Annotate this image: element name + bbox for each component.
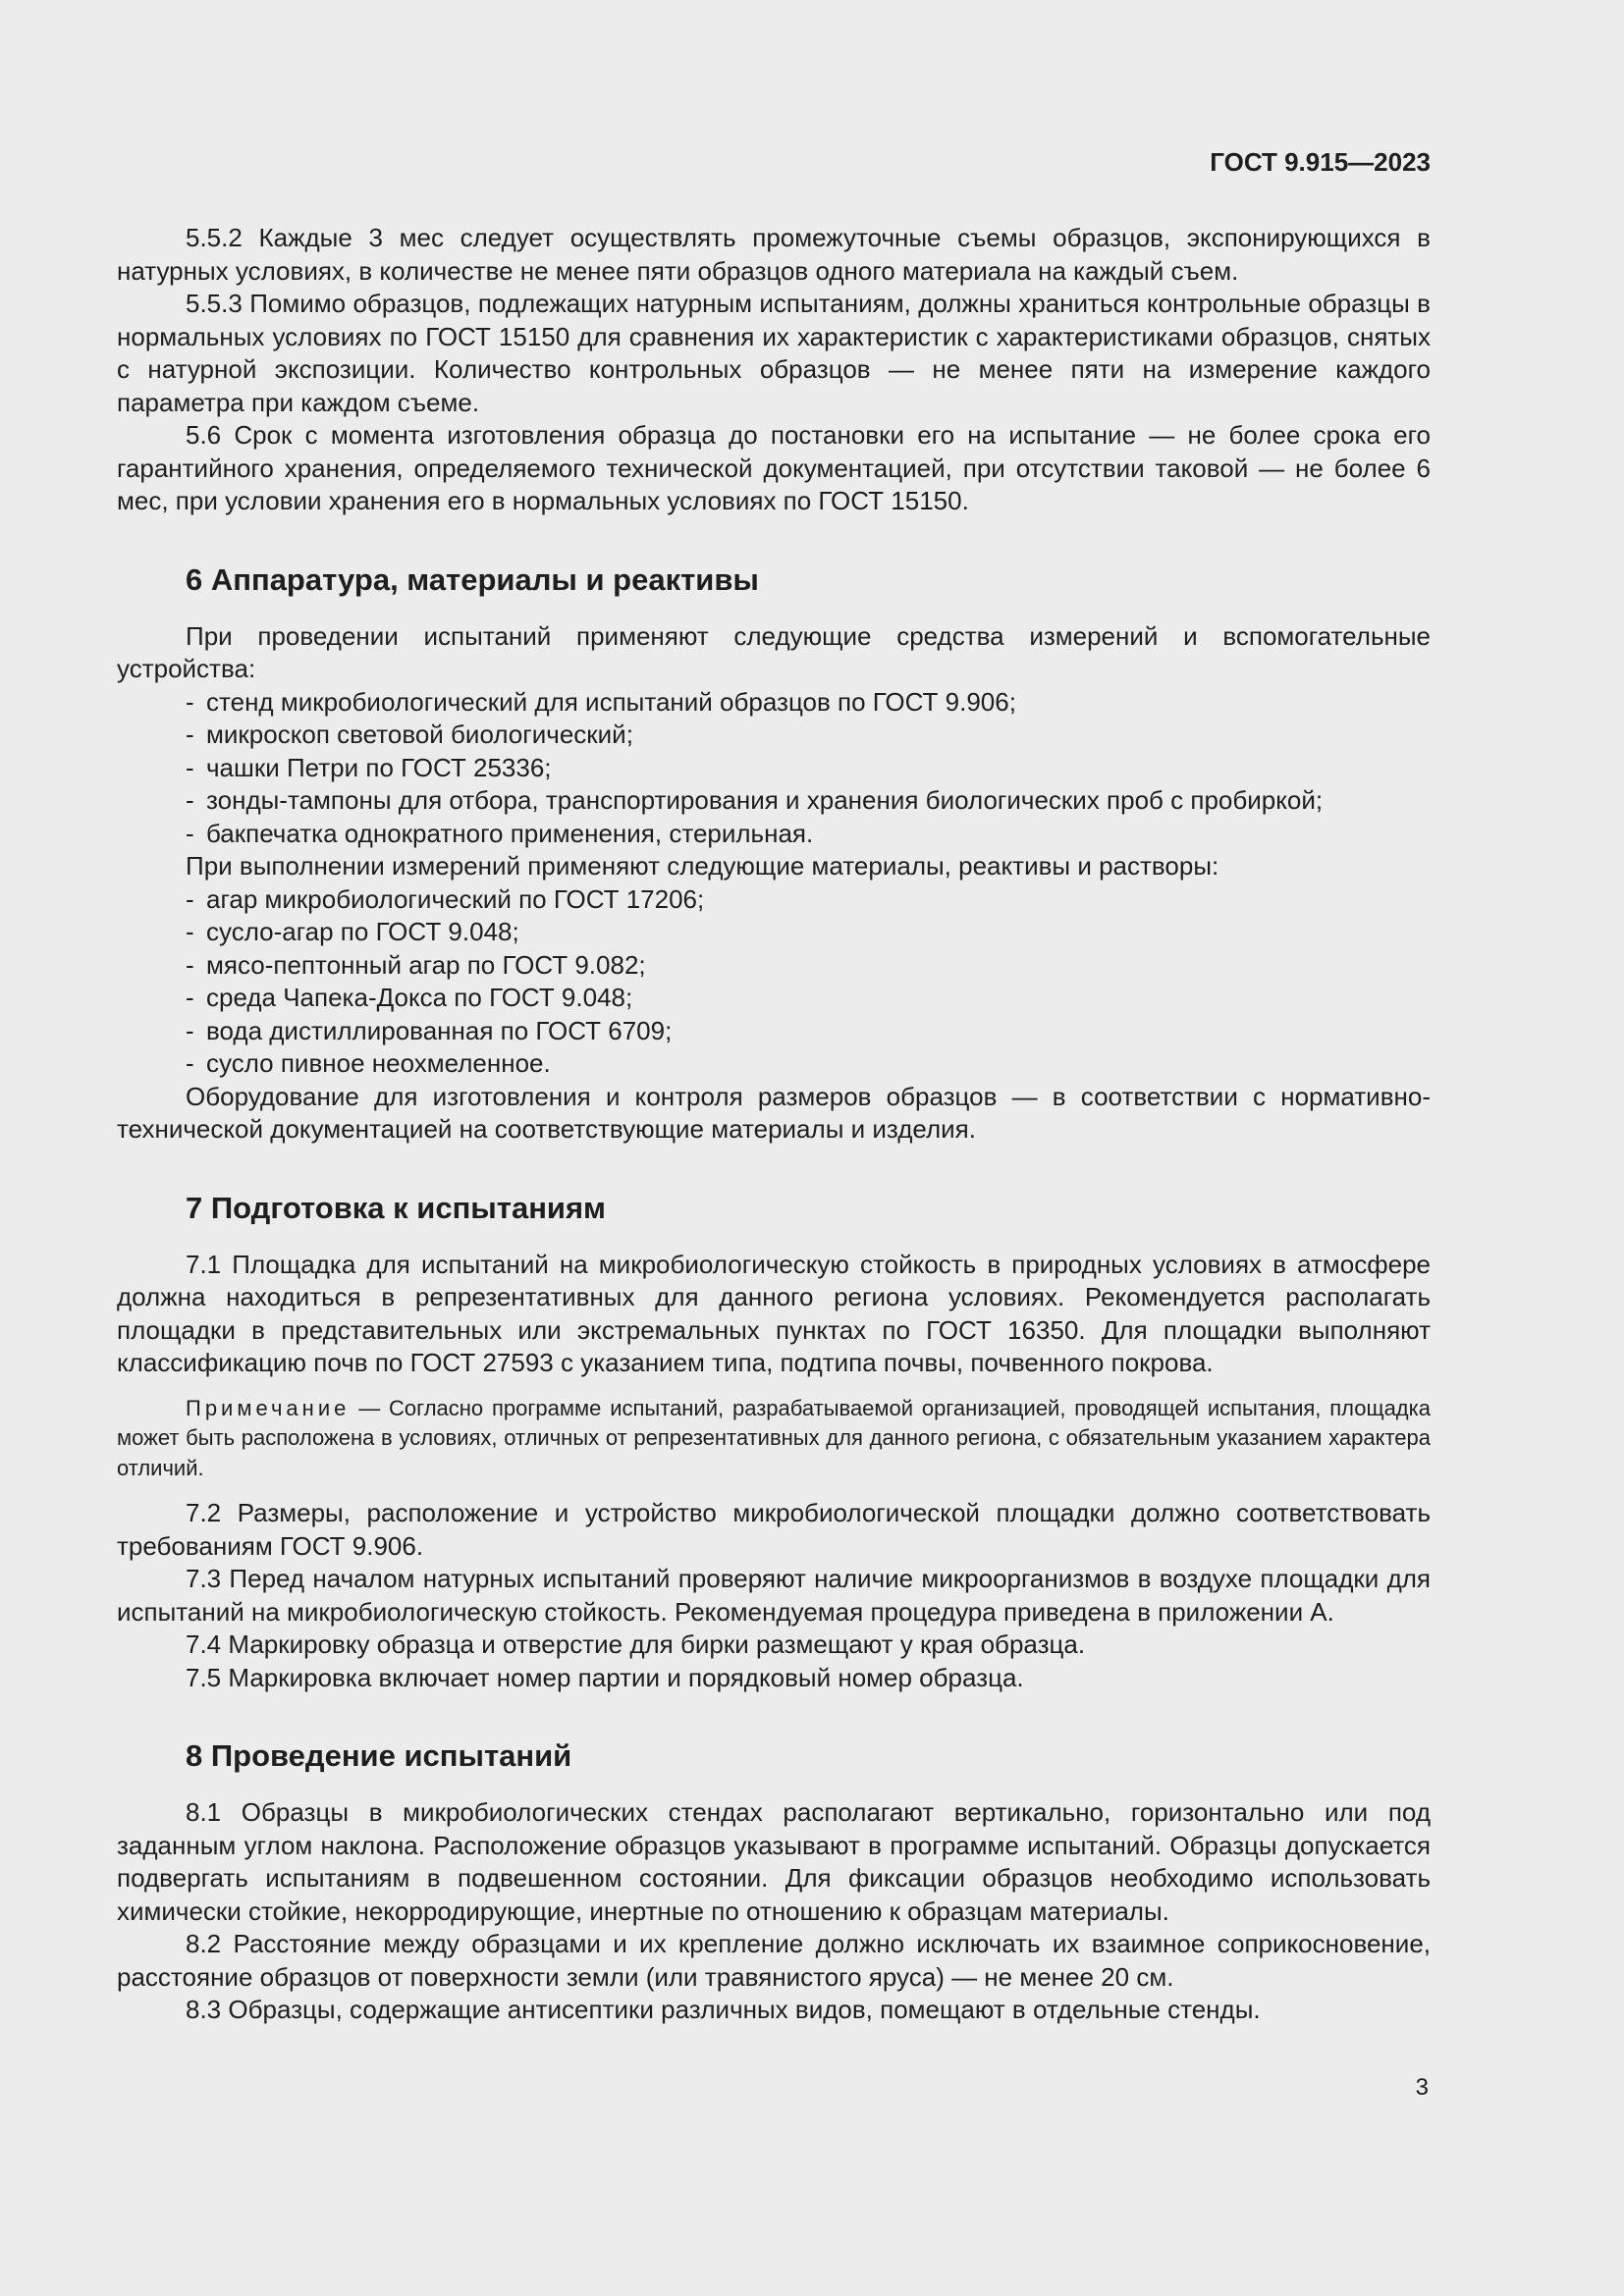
list-6-materials <box>117 883 1431 1081</box>
para-6-intro: При проведении испытаний применяют следующие средства измерений и вспомогательные устройства: <box>117 620 1431 683</box>
para-7-4: 7.4 Маркировку образца и отверстие для бирки размещают у края образца. <box>186 1629 1086 1659</box>
list-6-instruments <box>117 686 1431 851</box>
list-item: - микроскоп световой биологический; <box>186 720 633 749</box>
para-7-1: 7.1 Площадка для испытаний на микробиологическую стойкость в природных условиях в атмосфере должна находиться в репрезентативных для данного региона условиях. Рекомендуется располагать площадки в представительных или экстремальных пунктах по ГОСТ 16350. Для площадки выполняют классификацию почв по ГОСТ 27593 с указанием типа, подтипа почвы, почвенного покрова. <box>117 1249 1431 1377</box>
note-7-1 <box>117 1394 1431 1484</box>
para-7-5: 7.5 Маркировка включает номер партии и порядковый номер образца. <box>186 1662 1024 1692</box>
para-5-5-2: 5.5.2 Каждые 3 мес следует осуществлять промежуточные съемы образцов, экспонирующихся в натурных условиях, в количестве не менее пяти образцов одного материала на каждый съем. <box>117 223 1431 286</box>
para-6-mid: При выполнении измерений применяют следующие материалы, реактивы и растворы: <box>186 851 1219 881</box>
page-content <box>117 222 1431 2027</box>
list-item: - зонды-тампоны для отбора, транспортирования и хранения биологических проб с пробиркой; <box>186 785 1324 815</box>
para-8-3: 8.3 Образцы, содержащие антисептики различных видов, помещают в отдельные стенды. <box>186 1995 1261 2024</box>
section-6-heading: 6 Аппаратура, материалы и реактивы <box>186 561 759 597</box>
doc-header: ГОСТ 9.915—2023 <box>1210 147 1431 177</box>
list-item: - сусло пивное неохмеленное. <box>186 1048 551 1078</box>
list-item: - агар микробиологический по ГОСТ 17206; <box>186 883 705 914</box>
para-5-6: 5.6 Срок с момента изготовления образца до постановки его на испытание — не более срока его гарантийного хранения, определяемого технической документацией, при отсутствии таковой — не более 6 мес, при условии хранения его в нормальных условиях по ГОСТ 15150. <box>117 420 1431 515</box>
note-text: — Согласно программе испытаний, разрабатываемой организацией, проводящей испытания, площадка может быть расположена в условиях, отличных от репрезентативных для данного региона, с обязательным указанием характера отличий. <box>117 1395 1431 1480</box>
para-7-2: 7.2 Размеры, расположение и устройство микробиологической площадки должно соответствовать требованиям ГОСТ 9.906. <box>117 1498 1431 1561</box>
list-item: - бакпечатка однократного применения, стерильная. <box>186 818 814 848</box>
para-6-end: Оборудование для изготовления и контроля размеров образцов — в соответствии с нормативно-технической документацией на соответствующие материалы и изделия. <box>117 1081 1431 1144</box>
list-item: - чашки Петри по ГОСТ 25336; <box>186 752 552 782</box>
list-item: - среда Чапека-Докса по ГОСТ 9.048; <box>186 983 633 1012</box>
section-8-heading: 8 Проведение испытаний <box>186 1738 572 1773</box>
note-label: Примечание <box>186 1395 351 1420</box>
page-number: 3 <box>1415 2074 1429 2101</box>
para-8-2: 8.2 Расстояние между образцами и их крепление должно исключать их взаимное соприкосновение, расстояние образцов от поверхности земли (или травянистого яруса) — не менее 20 см. <box>117 1929 1431 1992</box>
para-8-1: 8.1 Образцы в микробиологических стендах располагают вертикально, горизонтально или под заданным углом наклона. Расположение образцов указывают в программе испытаний. Образцы допускается подвергать испытаниям в подвешенном состоянии. Для фиксации образцов необходимо использовать химически стойкие, некорродирующие, инертные по отношению к образцам материалы. <box>117 1797 1431 1926</box>
list-item: - сусло-агар по ГОСТ 9.048; <box>186 917 519 946</box>
para-5-5-3: 5.5.3 Помимо образцов, подлежащих натурным испытаниям, должны храниться контрольные образцы в нормальных условиях по ГОСТ 15150 для сравнения их характеристик с характеристиками образцов, снятых с натурной экспозиции. Количество контрольных образцов — не менее пяти на измерение каждого параметра при каждом съеме. <box>117 289 1431 417</box>
para-7-3: 7.3 Перед началом натурных испытаний проверяют наличие микроорганизмов в воздухе площадки для испытаний на микробиологическую стойкость. Рекомендуемая процедура приведена в приложении А. <box>117 1564 1431 1627</box>
list-item: - вода дистиллированная по ГОСТ 6709; <box>186 1015 673 1045</box>
section-7-heading: 7 Подготовка к испытаниям <box>186 1190 606 1225</box>
list-item: - мясо-пептонный агар по ГОСТ 9.082; <box>186 949 646 980</box>
list-item: - стенд микробиологический для испытаний образцов по ГОСТ 9.906; <box>186 686 1016 717</box>
